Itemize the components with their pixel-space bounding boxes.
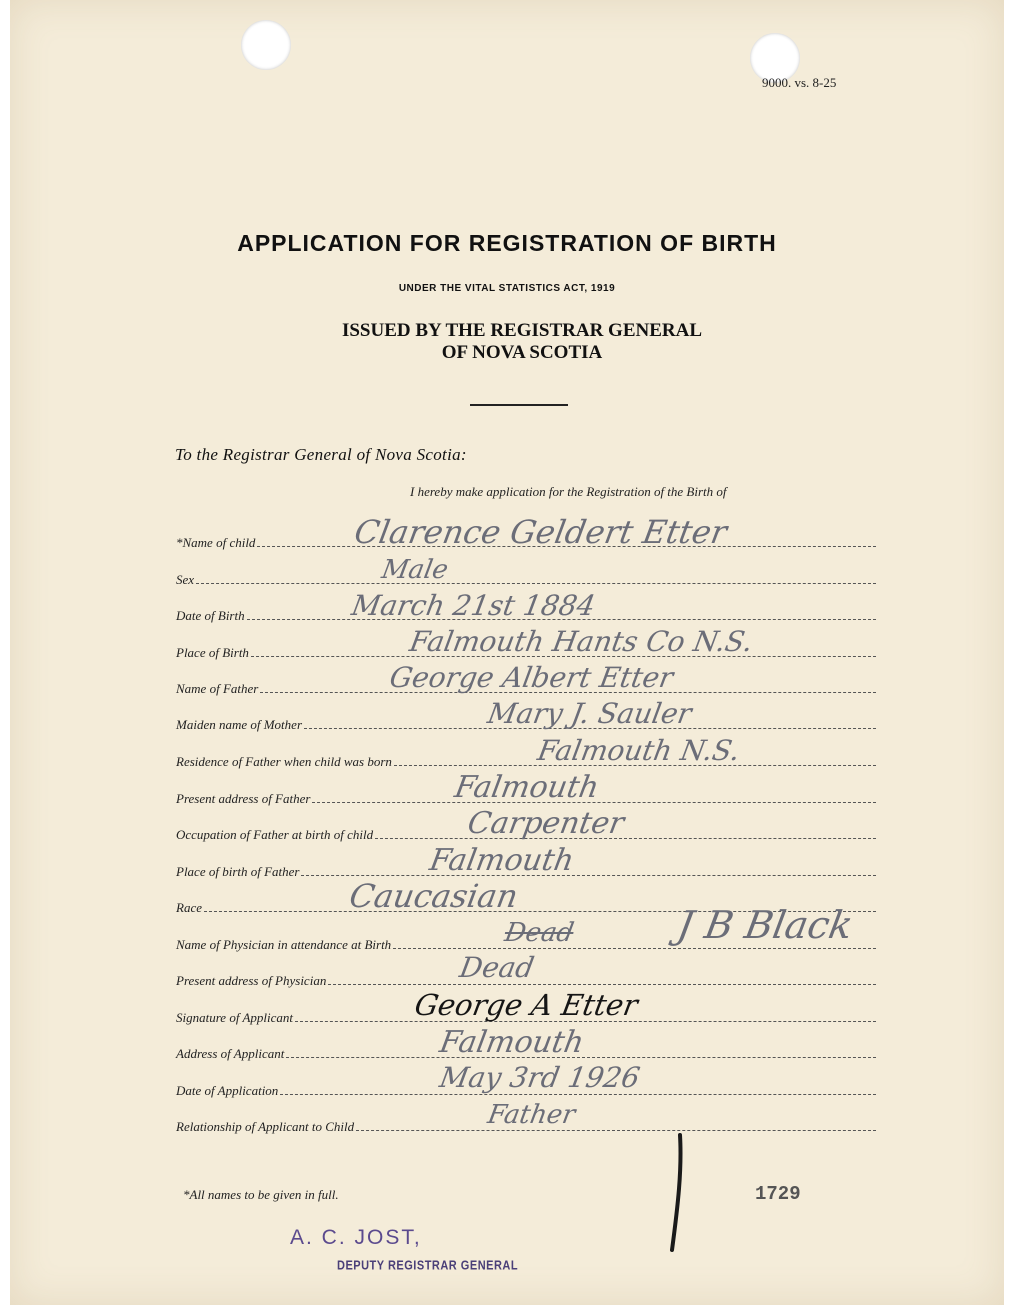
handwritten-physician-name: J B Black xyxy=(674,903,857,947)
footnote: *All names to be given in full. xyxy=(183,1187,339,1202)
divider xyxy=(470,404,568,406)
dotted-line xyxy=(375,838,876,839)
registration-number: 1729 xyxy=(755,1183,801,1205)
handwritten-date-of-application: May 3rd 1926 xyxy=(437,1061,643,1094)
field-label: Name of Father xyxy=(176,681,259,696)
field-label: Residence of Father when child was born xyxy=(176,754,392,769)
form-code: 9000. vs. 8-25 xyxy=(762,75,837,90)
document-page xyxy=(10,0,1004,1305)
field-label: Sex xyxy=(176,572,195,587)
field-row-residence-of-father xyxy=(176,749,876,769)
handwritten-signature-of-applicant: George A Etter xyxy=(412,988,641,1022)
field-label: Address of Applicant xyxy=(176,1046,285,1061)
field-label: Signature of Applicant xyxy=(176,1010,293,1025)
field-label: *Name of child xyxy=(176,535,256,550)
stamp-title: DEPUTY REGISTRAR GENERAL xyxy=(337,1259,519,1273)
dotted-line xyxy=(356,1130,876,1131)
handwritten-physician-struck: Dead xyxy=(502,918,577,948)
dotted-line xyxy=(286,1057,876,1058)
field-label: Maiden name of Mother xyxy=(176,717,303,732)
act-subtitle: UNDER THE VITAL STATISTICS ACT, 1919 xyxy=(398,283,616,294)
dotted-line xyxy=(328,984,876,985)
field-label: Present address of Physician xyxy=(176,973,327,988)
issuer-line-2: OF NOVA SCOTIA xyxy=(441,342,603,363)
issuer-line-1: ISSUED BY THE REGISTRAR GENERAL xyxy=(341,320,703,341)
handwritten-place-of-birth-of-father: Falmouth xyxy=(427,843,577,878)
handwritten-name-of-father: George Albert Etter xyxy=(387,661,676,694)
intro-text: I hereby make application for the Registration of the Birth of xyxy=(410,484,727,499)
dotted-line xyxy=(301,875,876,876)
dotted-line xyxy=(393,948,876,949)
dotted-line xyxy=(280,1094,876,1095)
field-label: Date of Birth xyxy=(176,608,245,623)
issuer-heading xyxy=(10,320,1004,364)
field-label: Race xyxy=(176,900,202,915)
field-label: Present address of Father xyxy=(176,791,311,806)
handwritten-place-of-birth: Falmouth Hants Co N.S. xyxy=(407,625,756,658)
handwritten-name-of-child: Clarence Geldert Etter xyxy=(351,513,730,551)
field-label: Occupation of Father at birth of child xyxy=(176,827,374,842)
field-label: Date of Application xyxy=(176,1083,279,1098)
stamp-name: A. C. JOST, xyxy=(290,1226,422,1249)
handwritten-occupation-of-father: Carpenter xyxy=(465,806,627,841)
handwritten-residence-of-father: Falmouth N.S. xyxy=(535,734,743,767)
salutation: To the Registrar General of Nova Scotia: xyxy=(175,445,467,464)
handwritten-sex: Male xyxy=(379,555,451,585)
dotted-line xyxy=(196,583,876,584)
handwritten-date-of-birth: March 21st 1884 xyxy=(349,589,598,622)
field-label: Relationship of Applicant to Child xyxy=(176,1119,355,1134)
field-label: Place of birth of Father xyxy=(176,864,300,879)
handwritten-relationship: Father xyxy=(485,1100,578,1130)
field-label: Name of Physician in attendance at Birth xyxy=(176,937,392,952)
handwritten-maiden-name-of-mother: Mary J. Sauler xyxy=(485,697,695,730)
handwritten-present-address-of-physician: Dead xyxy=(457,951,537,984)
field-row-sex xyxy=(176,567,876,587)
handwritten-present-address-of-father: Falmouth xyxy=(452,770,602,805)
pen-mark xyxy=(650,1130,710,1255)
punch-hole-left xyxy=(241,20,291,70)
field-label: Place of Birth xyxy=(176,645,249,660)
handwritten-race: Caucasian xyxy=(346,877,521,915)
page-title: APPLICATION FOR REGISTRATION OF BIRTH xyxy=(237,230,777,256)
handwritten-address-of-applicant: Falmouth xyxy=(437,1025,587,1060)
